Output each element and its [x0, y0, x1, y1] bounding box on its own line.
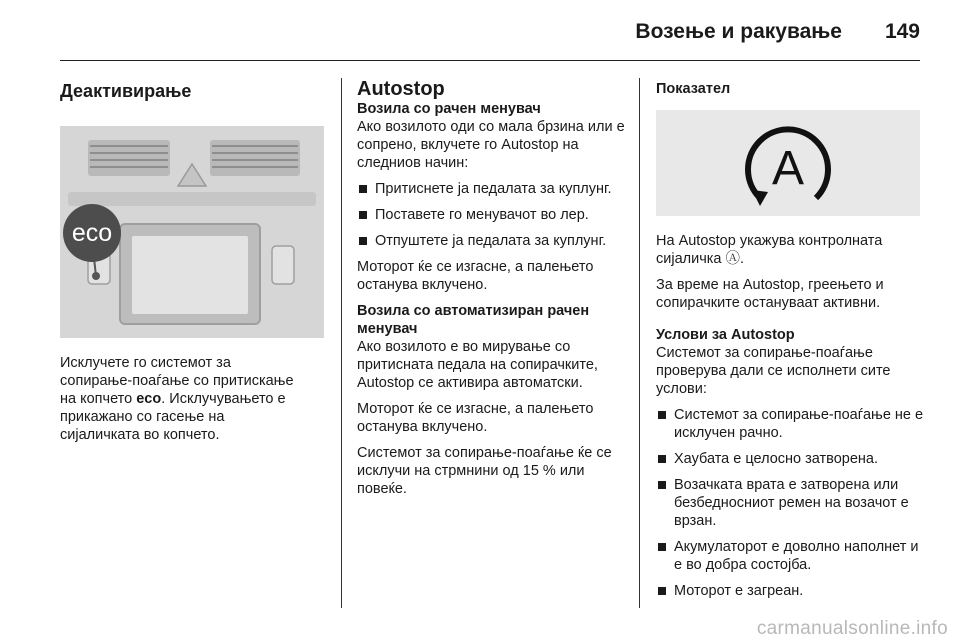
list-item: Поставете го менувачот во лер.: [357, 206, 625, 224]
list-item: Отпуштете ја педалата за куплунг.: [357, 232, 625, 250]
indicator-illustration: [656, 110, 920, 216]
bullet-icon: [658, 411, 666, 419]
header-rule: [60, 60, 920, 61]
conditions-list: [656, 406, 924, 600]
list-item: Притиснете ја педалата за куплунг.: [357, 180, 625, 198]
bullet-icon: [658, 543, 666, 551]
list-item: Моторот е загреан.: [656, 582, 924, 600]
section-heading-deactivation: Деактивирање: [60, 81, 192, 101]
eco-button-label: eco: [136, 391, 162, 407]
column-divider-2: [639, 78, 640, 608]
bullet-icon: [359, 185, 367, 193]
eco-button-illustration: [60, 126, 324, 338]
deactivation-line-4: прикажано со гасење на: [60, 409, 225, 425]
deactivation-line-2: сопирање-поаѓање со притискање: [60, 373, 294, 389]
deactivation-line-3: на копчето: [60, 391, 137, 407]
autostop-indicator-icon: [656, 110, 920, 216]
subheading-indicator: Показател: [656, 81, 731, 97]
eco-badge: eco: [63, 204, 121, 262]
column-divider-1: [341, 78, 342, 608]
bullet-icon: [658, 587, 666, 595]
deactivation-line-3b: . Исклучувањето е: [161, 391, 286, 407]
bullet-icon: [359, 237, 367, 245]
deactivation-text: [60, 354, 326, 444]
manual-result: Моторот ќе се изгасне, а палењето останува вклучено.: [357, 259, 594, 293]
deactivation-line-1: Исклучете го системот за: [60, 355, 231, 371]
subheading-manual: Возила со рачен менувач: [357, 101, 541, 117]
column-indicator: [656, 74, 924, 608]
conditions-intro: Системот за сопирање-поаѓање проверува дали се исполнети сите услови:: [656, 345, 891, 397]
auto-result: Моторот ќе се изгасне, а палењето останува вклучено.: [357, 401, 594, 435]
auto-intro: Ако возилото е во мирување со притисната педала на сопирачките, Autostop се активира автоматски.: [357, 339, 598, 391]
subheading-automated: Возила со автоматизиран рачен менувач: [357, 303, 590, 337]
auto-note: Системот за сопирање-поаѓање ќе се исклучи на стрмнини од 15 % или повеќе.: [357, 445, 612, 497]
deactivation-line-5: сијаличката во копчето.: [60, 427, 220, 443]
bullet-icon: [658, 455, 666, 463]
list-item: Хаубата е целосно затворена.: [656, 450, 924, 468]
bullet-icon: [658, 481, 666, 489]
page-header: [60, 14, 920, 50]
list-item: Системот за сопирање-поаѓање не е исклучен рачно.: [656, 406, 924, 442]
manual-intro: Ако возилото оди со мала брзина или е сопрено, вклучете го Autostop на следниов начин:: [357, 119, 625, 171]
bullet-icon: [359, 211, 367, 219]
column-deactivation: [60, 74, 326, 452]
subheading-conditions: Услови за Autostop: [656, 327, 795, 343]
manual-steps: [357, 180, 625, 250]
list-item: Акумулаторот е доволно наполнет и е во добра состојба.: [656, 538, 924, 574]
section-title-autostop: Autostop: [357, 78, 445, 100]
watermark: carmanualsonline.info: [756, 618, 948, 639]
indicator-note: За време на Autostop, греењето и сопирачките остануваат активни.: [656, 277, 884, 311]
page-number: 149: [884, 20, 920, 43]
indicator-letter: A: [771, 142, 805, 195]
list-item: Возачката врата е затворена или безбедносниот ремен на возачот е врзан.: [656, 476, 924, 530]
header-title: Возење и ракување: [635, 20, 842, 43]
column-autostop: [357, 74, 625, 506]
indicator-text: На Autostop укажува контролната сијаличка Ⓐ.: [656, 233, 883, 267]
